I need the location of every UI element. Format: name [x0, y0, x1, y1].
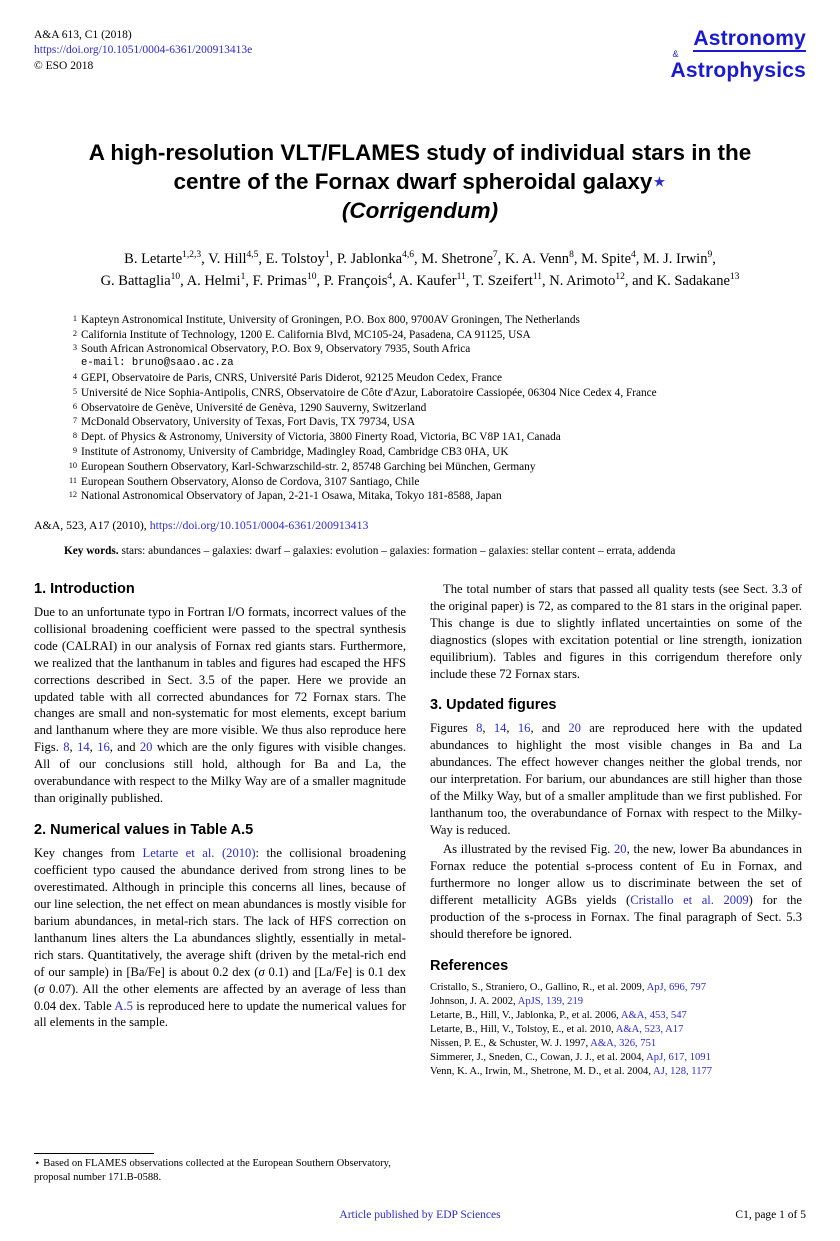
keywords-text: stars: abundances – galaxies: dwarf – galaxies: evolution – galaxies: formation – galaxies: stellar content – errata, addenda	[121, 545, 676, 558]
affiliation-text: GEPI, Observatoire de Paris, CNRS, Université Paris Diderot, 92125 Meudon Cedex, France	[81, 372, 503, 385]
reference-item: Letarte, B., Hill, V., Jablonka, P., et al. 2006, A&A, 453, 547	[430, 1009, 687, 1021]
reference-item: Cristallo, S., Straniero, O., Gallino, R., et al. 2009, ApJ, 696, 797	[430, 981, 707, 993]
page-title	[34, 139, 806, 225]
affiliation-number	[64, 357, 81, 371]
copyright-line: © ESO 2018	[34, 59, 94, 72]
page-footnote	[34, 1153, 406, 1185]
section-heading-introduction: 1. Introduction	[34, 580, 135, 597]
title-line-2-wrap	[54, 168, 786, 197]
footnote-text: ⋆ Based on FLAMES observations collected at the European Southern Observatory, proposal number 171.B-0588.	[34, 1158, 391, 1184]
affiliation-text: European Southern Observatory, Karl-Schwarzschild-str. 2, 85748 Garching bei München, Germany	[81, 460, 536, 473]
reference-item: Letarte, B., Hill, V., Tolstoy, E., et al. 2010, A&A, 523, A17	[430, 1023, 684, 1035]
updated-figures-paragraph-1: Figures 8, 14, 16, and 20 are reproduced here with the updated abundances to highlight the most visible changes in Ba and La abundances. The effect however changes neither the global trends, nor our interpretation. For barium, our abundances are still higher than those of the Milky Way, but of a smaller amplitude than we first published. For lanthanum too, the overabundance of Fornax with respect to the Milky-Way is reduced.	[430, 721, 803, 838]
keywords-block	[34, 544, 806, 559]
affiliation-number: 2	[72, 328, 77, 338]
affiliation-item	[64, 445, 806, 460]
affiliation-number: 9	[72, 446, 77, 455]
logo-astrophysics: Astrophysics	[670, 58, 806, 82]
reference-item: Simmerer, J., Sneden, C., Cowan, J. J., et al. 2004, ApJ, 617, 1091	[430, 1052, 711, 1064]
affiliation-number: 8	[72, 431, 77, 441]
affiliation-item	[64, 328, 806, 343]
title-line-2: centre of the Fornax dwarf spheroidal galaxy	[173, 169, 653, 194]
reference-item: Johnson, J. A. 2002, ApJS, 139, 219	[430, 995, 584, 1007]
numerical-values-paragraph: Key changes from Letarte et al. (2010): the collisional broadening coefficient typo caused the abundance derived from strong lines to be overestimated. Although in principle this concerns all lines, because of our line selection, the net effect on mean abundances is mostly visible for barium abundances, in metal-rich stars. The lack of HFS correction on lanthanum lines alters the La abundances slightly, essentially in metal-rich stars. Quantitatively, the average shift (driven by the metal-rich end of our sample) in [Ba/Fe] is about 0.2 dex (σ 0.1) and [La/Fe] is 0.1 dex (σ 0.07). All the other elements are affected by an average of less than 0.04 dex. Table A.5 is reproduced here to update the numerical values for all elements in the sample.	[34, 846, 407, 1030]
affiliation-item	[64, 342, 806, 357]
affiliation-number: 6	[72, 401, 77, 411]
affiliation-item	[64, 313, 806, 328]
affiliation-email[interactable]: e-mail: bruno@saao.ac.za	[81, 357, 234, 370]
affiliation-list	[34, 313, 806, 504]
affiliation-text: Dept. of Physics & Astronomy, University of Victoria, 3800 Finerty Road, Victoria, BC V8P 1A1, Canada	[81, 431, 561, 444]
reference-list	[430, 981, 802, 1080]
affiliation-item	[64, 460, 806, 475]
footnote-star-icon: ⋆	[652, 169, 667, 194]
author-line-1: B. Letarte$^{1,2,3}$, V. Hill$^{4,5}$, E. Tolstoy$^1$, P. Jablonka$^{4,6}$, M. Shetrone$^7$, K. A. Venn$^8$, M. Spite$^4$, M. J. Irwin$^9$,	[124, 249, 716, 267]
affiliation-number: 10	[68, 460, 77, 470]
affiliation-item	[64, 401, 806, 416]
affiliation-item	[64, 430, 806, 445]
author-list	[34, 248, 806, 293]
reference-item: Nissen, P. E., & Schuster, W. J. 1997, A&A, 326, 751	[430, 1037, 657, 1049]
affiliation-text: Kapteyn Astronomical Institute, University of Groningen, P.O. Box 800, 9700AV Groningen, The Netherlands	[81, 313, 580, 326]
footnote-rule	[34, 1153, 154, 1154]
affiliation-text: California Institute of Technology, 1200 E. California Blvd, MC105-24, Pasadena, CA 91125, USA	[81, 328, 531, 341]
original-doi-link[interactable]: https://doi.org/10.1051/0004-6361/200913413	[149, 518, 369, 533]
affiliation-item	[64, 415, 806, 430]
reference-item: Venn, K. A., Irwin, M., Shetrone, M. D., et al. 2004, AJ, 128, 1177	[430, 1066, 713, 1078]
logo-ampersand: &	[672, 49, 679, 60]
author-line-2: G. Battaglia$^{10}$, A. Helmi$^1$, F. Primas$^{10}$, P. François$^4$, A. Kaufer$^{11}$, T. Szeifert$^{11}$, N. Arimoto$^{12}$, and K. Sadakane$^{13}$	[100, 272, 740, 289]
left-column	[34, 581, 406, 1079]
header-left-block	[34, 28, 252, 74]
intro-paragraph: Due to an unfortunate typo in Fortran I/O formats, incorrect values of the collisional broadening coefficient were passed to the spectral synthesis code (CALRAI) in our analysis of Fornax red giants stars. Furthermore, we realized that the lanthanum in tables and figures had escaped the HFS corrections described in Sect. 3.5 of the paper. Here we provide an updated table with all corrected abundances for 72 Fornax stars. The changes are small and non-systematic for most elements, except barium and lanthanum where they are more visible. We thus also reproduce here Figs. 8, 14, 16, and 20 which are the only figures with visible changes. All of our conclusions still hold, although for Ba and La, the overabundance with respect to the Milky Way are of a smaller magnitude than originally published.	[34, 604, 407, 806]
doi-link[interactable]: https://doi.org/10.1051/0004-6361/200913413e	[34, 44, 253, 57]
original-citation: A&A, 523, A17 (2010),	[34, 518, 147, 533]
keywords-label: Key words.	[64, 545, 119, 558]
title-line-1: A high-resolution VLT/FLAMES study of individual stars in the	[88, 140, 752, 166]
page-footer	[0, 1209, 840, 1221]
section-heading-references: References	[430, 957, 509, 974]
affiliation-item	[64, 475, 806, 490]
original-article-reference	[34, 518, 806, 533]
affiliation-item	[64, 386, 806, 401]
affiliation-number: 12	[68, 490, 77, 500]
publisher-link[interactable]: Article published by EDP Sciences	[339, 1209, 501, 1221]
affiliation-number: 4	[72, 372, 77, 382]
title-corrigendum: (Corrigendum)	[341, 197, 499, 223]
affiliation-item	[64, 489, 806, 504]
page-header	[34, 28, 806, 81]
logo-astronomy: Astronomy	[693, 28, 806, 52]
right-column	[430, 581, 802, 1079]
affiliation-item	[64, 371, 806, 386]
affiliation-number: 7	[72, 416, 77, 426]
affiliation-text: South African Astronomical Observatory, P.O. Box 9, Observatory 7935, South Africa	[81, 343, 471, 356]
right-intro-paragraph: The total number of stars that passed all quality tests (see Sect. 3.3 of the original paper) is 72, as compared to the 81 stars in the original paper. This change is due to slightly inflated uncertainties on some of the diagnostics (slopes with excitation potential or line strength, ionization equilibrium). Tables and figures in this corrigendum therefore only include these 72 Fornax stars.	[430, 581, 802, 681]
affiliation-number: 5	[72, 386, 77, 396]
affiliation-text: Institute of Astronomy, University of Cambridge, Madingley Road, Cambridge CB3 0HA, UK	[81, 446, 509, 458]
page-number: C1, page 1 of 5	[735, 1209, 806, 1221]
updated-figures-paragraph-2: As illustrated by the revised Fig. 20, the new, lower Ba abundances in Fornax reduce the potential s-process content of Eu in Fornax, and furthermore no longer allow us to discriminate between the set of different metallicity AGBs yields (Cristallo et al. 2009) for the production of the s-process in Fornax. The final paragraph of Sect. 5.3 should therefore be ignored.	[430, 842, 802, 941]
affiliation-number: 11	[69, 475, 77, 485]
affiliation-text: National Astronomical Observatory of Japan, 2-21-1 Osawa, Mitaka, Tokyo 181-8588, Japan	[81, 490, 502, 503]
affiliation-text: Observatoire de Genève, Université de Genèva, 1290 Sauverny, Switzerland	[81, 401, 427, 414]
section-heading-numerical-values: 2. Numerical values in Table A.5	[34, 822, 254, 839]
affiliation-number: 3	[72, 343, 77, 353]
journal-logo	[671, 28, 806, 81]
section-heading-updated-figures: 3. Updated figures	[430, 697, 557, 714]
affiliation-email-item	[64, 357, 806, 371]
affiliation-number: 1	[72, 313, 77, 323]
affiliation-text: European Southern Observatory, Alonso de Cordova, 3107 Santiago, Chile	[81, 475, 420, 488]
affiliation-text: McDonald Observatory, University of Texas, Fort Davis, TX 79734, USA	[81, 416, 416, 429]
journal-reference: A&A 613, C1 (2018)	[34, 29, 132, 41]
affiliation-text: Université de Nice Sophia-Antipolis, CNRS, Observatoire de Côte d'Azur, Laboratoire Cassiopée, 06304 Nice Cedex 4, France	[81, 386, 657, 399]
body-columns	[34, 581, 806, 1079]
